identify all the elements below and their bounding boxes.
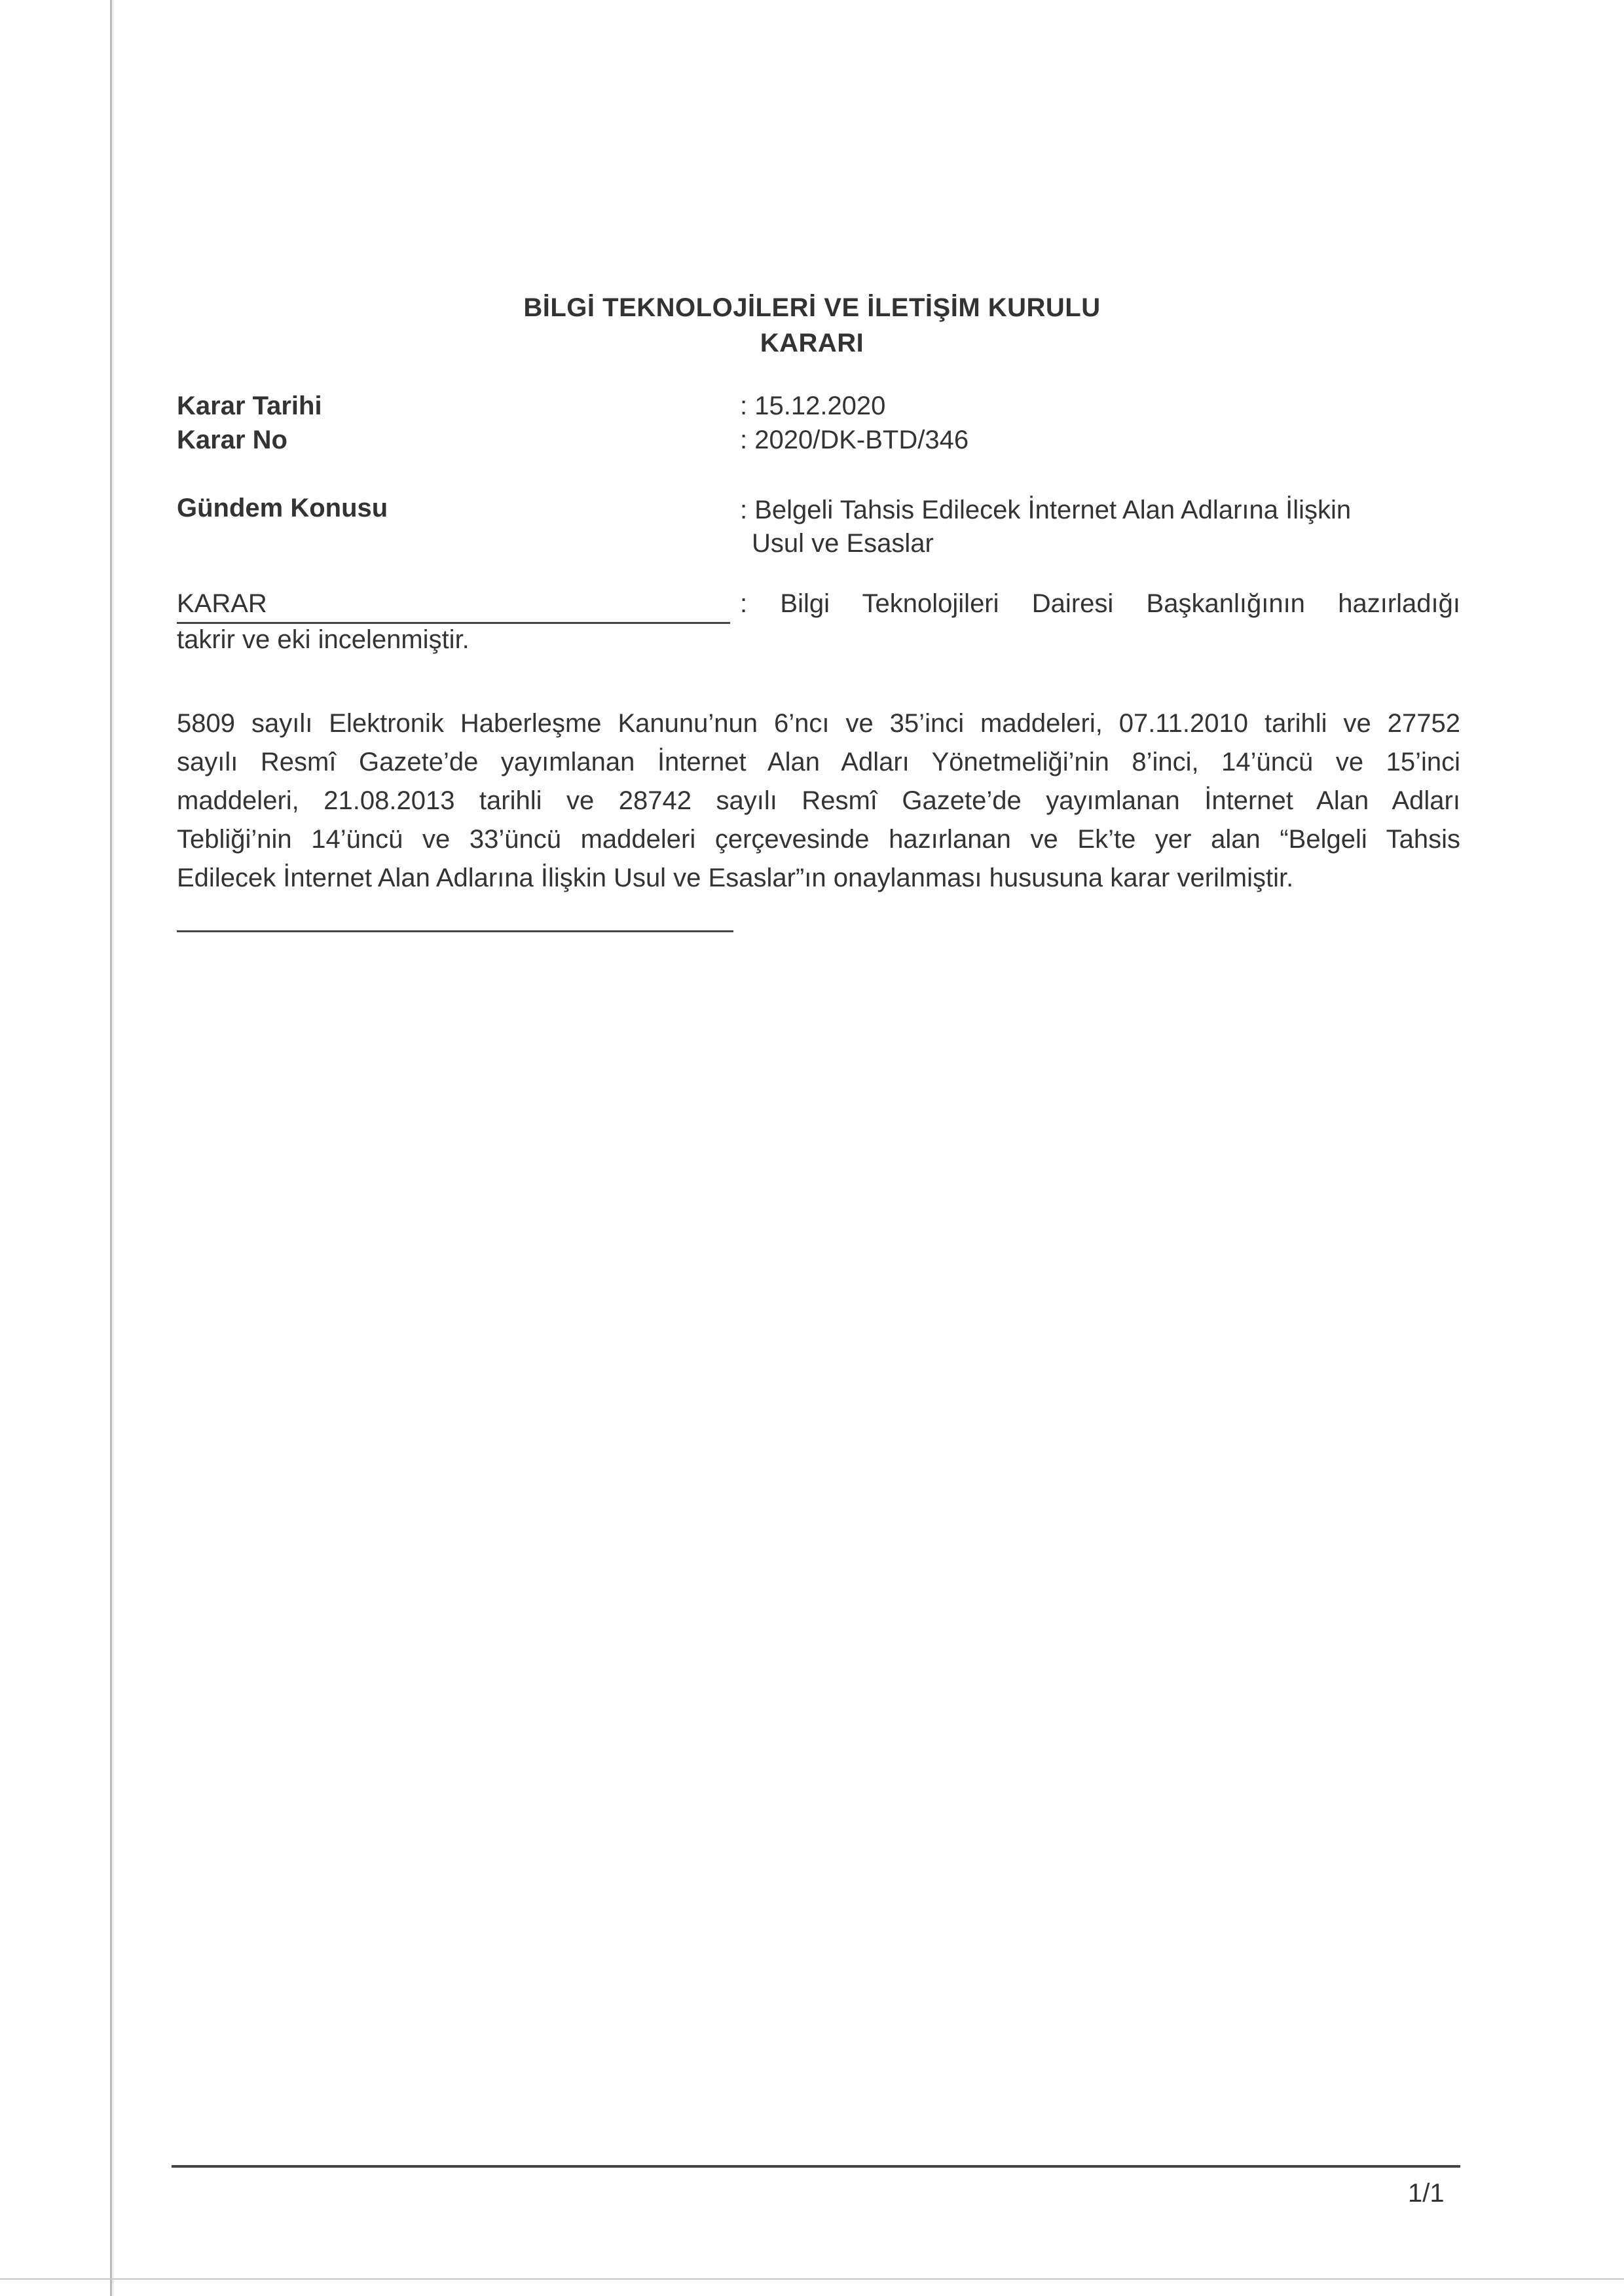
gundem-konusu-label: Gündem Konusu [177, 494, 388, 522]
karar-no-value: : 2020/DK-BTD/346 [740, 426, 969, 454]
karar-label: KARAR [177, 589, 267, 618]
scan-bottom-line [0, 2278, 1624, 2280]
body-line-3: maddeleri, 21.08.2013 tarihli ve 28742 sayılı Resmî Gazete’de yayımlanan İnternet Alan Adları [177, 786, 1460, 815]
end-separator-line [177, 930, 733, 932]
body-line-4: Tebliği’nin 14’üncü ve 33’üncü maddeleri çerçevesinde hazırlanan ve Ek’te yer alan “Belgeli Tahsis [177, 825, 1460, 854]
karar-text-line2: takrir ve eki incelenmiştir. [177, 625, 470, 654]
scan-margin-line [110, 0, 112, 2296]
gundem-konusu-value-line1: : Belgeli Tahsis Edilecek İnternet Alan Adlarına İlişkin [740, 496, 1352, 524]
document-title: BİLGİ TEKNOLOJİLERİ VE İLETİŞİM KURULU [523, 293, 1101, 322]
karar-tarihi-value: : 15.12.2020 [740, 392, 886, 420]
karar-text-line1: : Bilgi Teknolojileri Dairesi Başkanlığının hazırladığı [740, 589, 1460, 618]
karar-underline [177, 622, 730, 624]
body-line-5: Edilecek İnternet Alan Adlarına İlişkin Usul ve Esaslar”ın onaylanması hususuna karar verilmiştir. [177, 864, 1294, 892]
body-line-1: 5809 sayılı Elektronik Haberleşme Kanunu’nun 6’ncı ve 35’inci maddeleri, 07.11.2010 tarihli ve 27752 [177, 709, 1460, 738]
gundem-konusu-value-line2: Usul ve Esaslar [752, 529, 934, 558]
karar-no-label: Karar No [177, 426, 287, 454]
body-line-2: sayılı Resmî Gazete’de yayımlanan İnternet Alan Adları Yönetmeliği’nin 8’inci, 14’üncü ve 15’inci [177, 748, 1460, 776]
karar-tarihi-label: Karar Tarihi [177, 392, 322, 420]
page-number: 1/1 [1408, 2179, 1445, 2208]
document-subtitle: KARARI [760, 329, 864, 357]
footer-rule [172, 2165, 1460, 2168]
